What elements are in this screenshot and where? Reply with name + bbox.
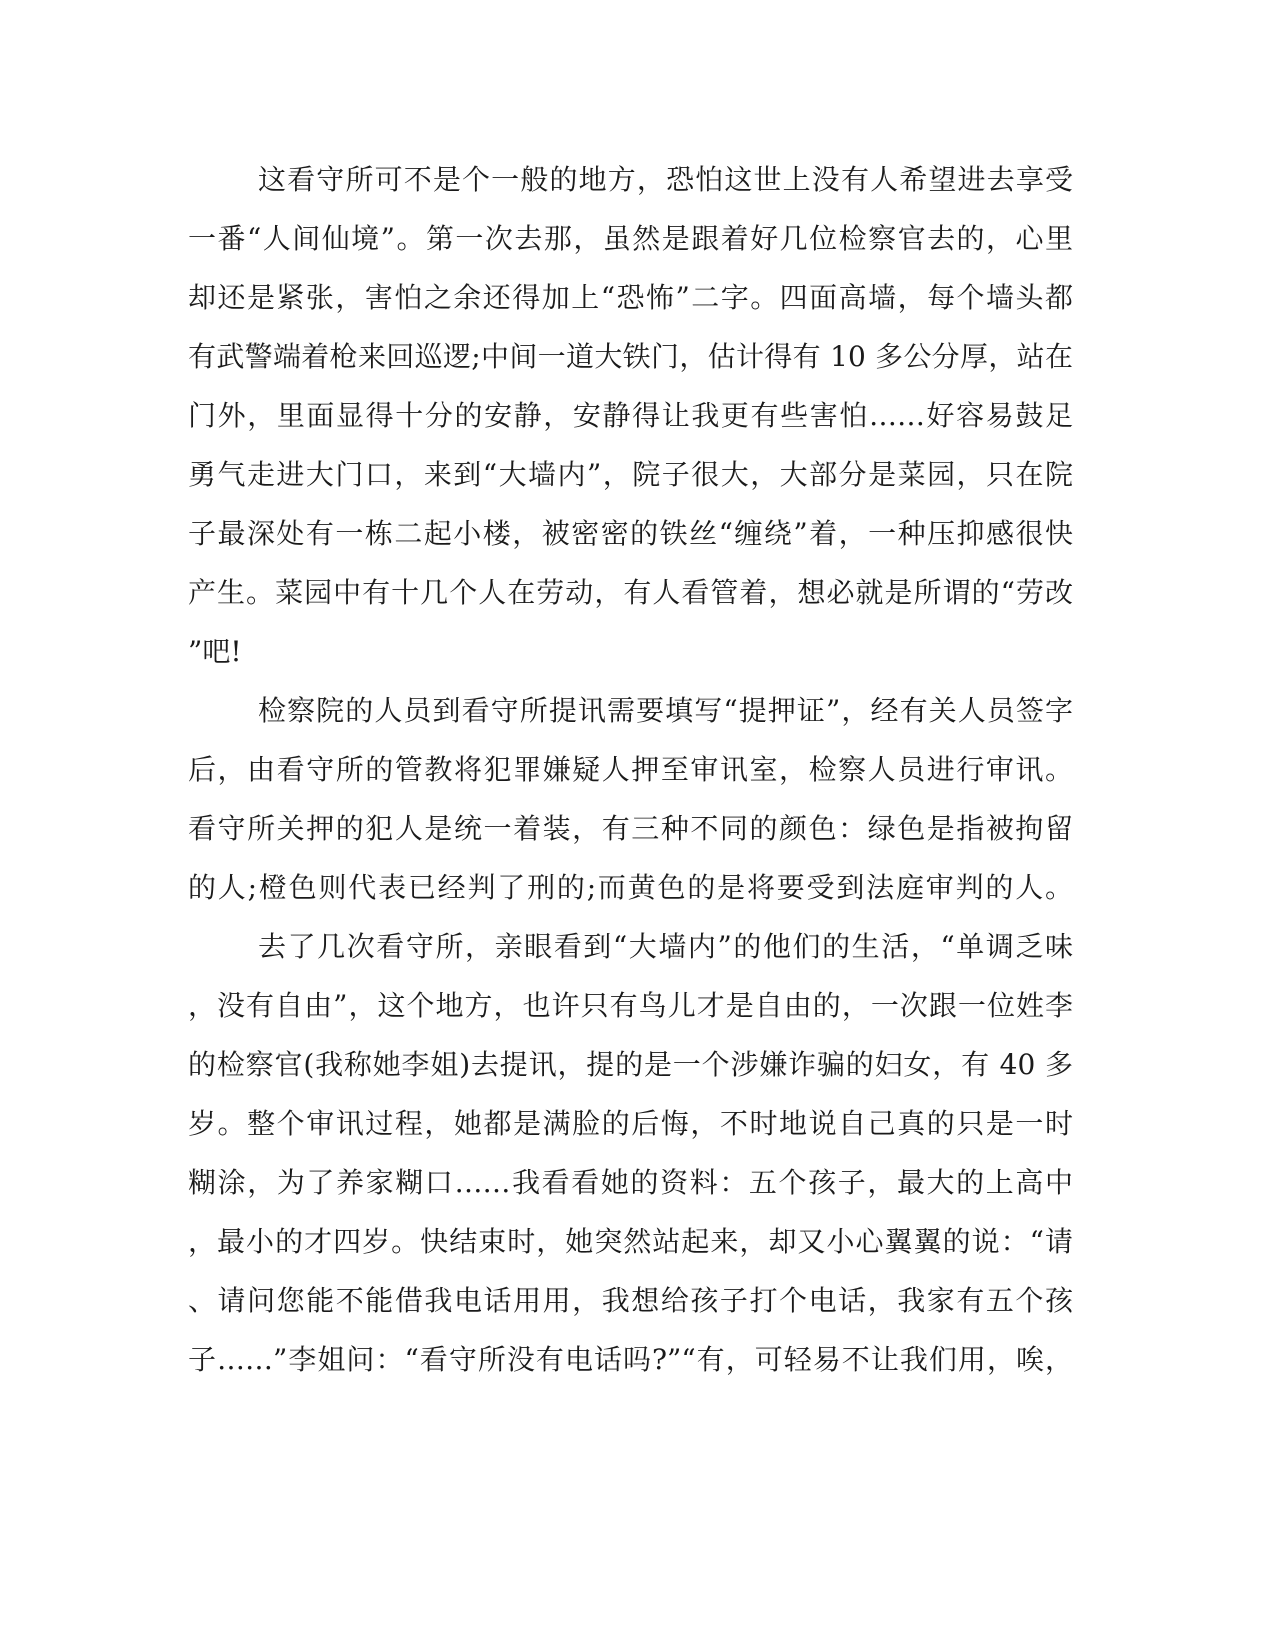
paragraph-1-line-4: 有武警端着枪来回巡逻;中间一道大铁门，估计得有 10 多公分厚，站在 xyxy=(188,340,1073,373)
paragraph-1-line-6: 勇气走进大门口，来到“大墙内”，院子很大，大部分是菜园，只在院 xyxy=(188,458,1073,491)
paragraph-2-line-2: 后，由看守所的管教将犯罪嫌疑人押至审讯室，检察人员进行审讯。 xyxy=(188,753,1073,786)
paragraph-3-line-8: 子……”李姐问：“看守所没有电话吗?”“有，可轻易不让我们用，唉， xyxy=(188,1343,1073,1376)
paragraph-1-line-2: 一番“人间仙境”。第一次去那，虽然是跟着好几位检察官去的，心里 xyxy=(188,222,1073,255)
paragraph-3-line-6: ，最小的才四岁。快结束时，她突然站起来，却又小心翼翼的说：“请 xyxy=(188,1225,1073,1258)
paragraph-3-line-1: 去了几次看守所，亲眼看到“大墙内”的他们的生活，“单调乏味 xyxy=(258,930,1073,963)
paragraph-3-line-4: 岁。整个审讯过程，她都是满脸的后悔，不时地说自己真的只是一时 xyxy=(188,1107,1073,1140)
paragraph-1-line-1: 这看守所可不是个一般的地方，恐怕这世上没有人希望进去享受 xyxy=(258,163,1073,196)
paragraph-3-line-2: ，没有自由”，这个地方，也许只有鸟儿才是自由的，一次跟一位姓李 xyxy=(188,989,1073,1022)
paragraph-2-line-4: 的人;橙色则代表已经判了刑的;而黄色的是将要受到法庭审判的人。 xyxy=(188,871,1073,904)
paragraph-1-line-5: 门外，里面显得十分的安静，安静得让我更有些害怕……好容易鼓足 xyxy=(188,399,1073,432)
paragraph-1-line-8: 产生。菜园中有十几个人在劳动，有人看管着，想必就是所谓的“劳改 xyxy=(188,576,1073,609)
paragraph-1-line-3: 却还是紧张，害怕之余还得加上“恐怖”二字。四面高墙，每个墙头都 xyxy=(188,281,1073,314)
paragraph-3-line-7: 、请问您能不能借我电话用用，我想给孩子打个电话，我家有五个孩 xyxy=(188,1284,1073,1317)
paragraph-3-line-5: 糊涂，为了养家糊口……我看看她的资料：五个孩子，最大的上高中 xyxy=(188,1166,1073,1199)
paragraph-2-line-3: 看守所关押的犯人是统一着装，有三种不同的颜色：绿色是指被拘留 xyxy=(188,812,1073,845)
paragraph-1-line-7: 子最深处有一栋二起小楼，被密密的铁丝“缠绕”着，一种压抑感很快 xyxy=(188,517,1073,550)
paragraph-3-line-3: 的检察官(我称她李姐)去提讯，提的是一个涉嫌诈骗的妇女，有 40 多 xyxy=(188,1048,1073,1081)
paragraph-2-line-1: 检察院的人员到看守所提讯需要填写“提押证”，经有关人员签字 xyxy=(258,694,1073,727)
paragraph-1-line-9: ”吧! xyxy=(188,635,242,668)
